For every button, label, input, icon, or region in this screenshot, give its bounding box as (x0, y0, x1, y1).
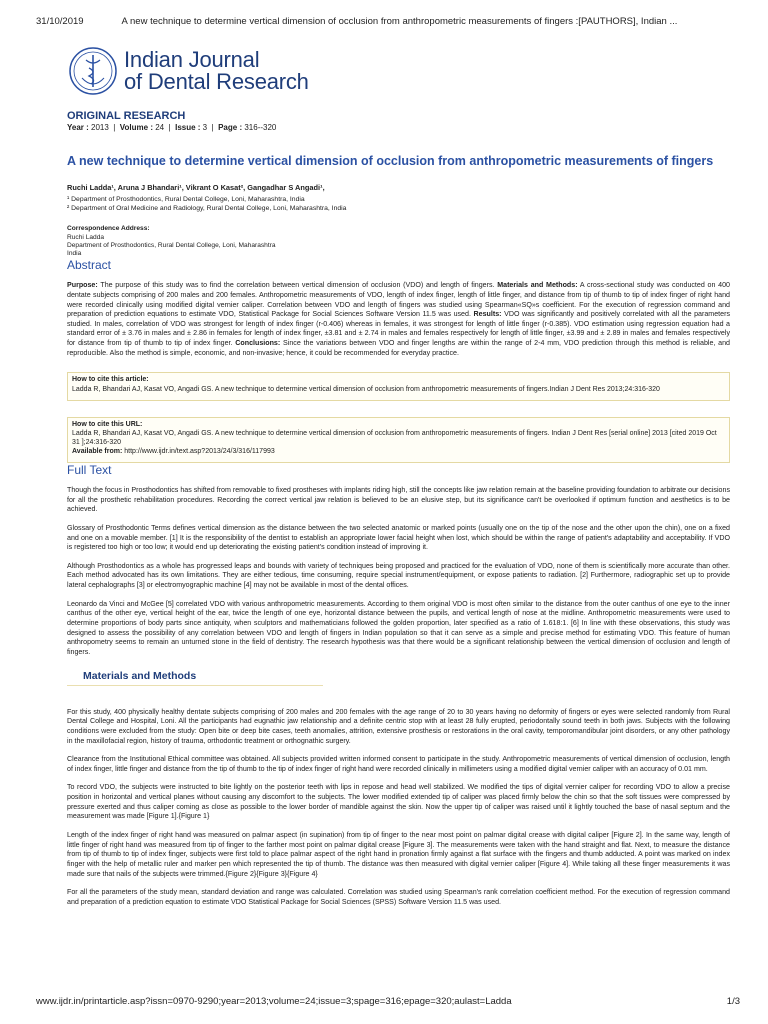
page-value: 316--320 (244, 123, 277, 132)
methods-paragraph: For all the parameters of the study mean, standard deviation and range was calculated. Correlation was studied using Spearman's rank correlation coefficient method. For the execution of regression command and preparation of a prediction equation to estimate VDO Statistical Package for Social Sciences (SPSS) Software Version 11.5 was used. (67, 888, 730, 906)
correspondence-country: India (67, 250, 82, 258)
full-text-paragraph: Glossary of Prosthodontic Terms defines vertical dimension as the distance between the two selected anatomic or marked points (usually one on the tip of the nose and the other upon the chin), one on a fixed and one on a movable member. [1] It is the responsibility of the dentist to establish an appropriate lower facial height when lost, which should be within the range of patient's adaptability and acceptability. If VDO is registered too high or too low; it would end up deteriorating the existing patient's condition instead of improving it. (67, 523, 730, 552)
affiliations (67, 195, 730, 213)
correspondence (67, 225, 730, 258)
volume-label: Volume : (119, 123, 153, 132)
conclusions-text: Since the variations between VDO and finger lengths are within the range of 2-4 mm, VDO prediction through this method is reliable, and reproducible. Also the method is simple, economic, and non-invasive; hence, it could be recommended for everyday practice. (67, 339, 730, 357)
article-title: A new technique to determine vertical dimension of occlusion from anthropometric measurements of fingers (67, 154, 714, 168)
cite-url-text: Ladda R, Bhandari AJ, Kasat VO, Angadi GS. A new technique to determine vertical dimension of occlusion from anthropometric measurements of fingers. Indian J Dent Res [serial online] 2013 [cited 2019 Oct 31 ];24:316-320 (72, 429, 717, 446)
print-date: 31/10/2019 (36, 16, 84, 27)
journal-name-line1: Indian Journal (124, 46, 260, 72)
materials-methods-heading-wrap (67, 667, 730, 686)
year-value: 2013 (91, 123, 109, 132)
article-meta: Year : 2013 | Volume : 24 | Issue : 3 | Page : 316--320 (67, 123, 277, 132)
year-label: Year : (67, 123, 89, 132)
full-text-paragraph: Although Prosthodontics as a whole has progressed leaps and bounds with variety of techniques being proposed and practiced for the evaluation of VDO, none of them is scientifically more accurate than other. Each method advocated has its own limitations. They are either tedious, time consuming, require special instrument/equipment, or expose patients to radiation. [2] Furthermore, radiographic set up to provide lateral cephalographs [3] or electromyographic machine [4] may not be available in most of the dental offices. (67, 561, 730, 590)
abstract-text (67, 281, 730, 358)
full-text-heading: Full Text (67, 462, 112, 477)
methods-paragraph: To record VDO, the subjects were instructed to bite lightly on the posterior teeth with lips in repose and head well stabilized. We modified the tips of digital vernier caliper for recording VDO to allow a precise position in horizontal and vertical planes without causing any discomfort to the subjects. The lower modified extended tip of caliper was placed firmly below the chin so that the soft tissues were compressed by pressure exerted and thus caliper coming as close as possible to the lower border of mandible against the skin. Now the upper tip of caliper was raised until it lightly touched the base of nasal septum and the measurement was made [Figure 1].{Figure 1} (67, 783, 730, 821)
journal-name-line2: of Dental Research (124, 69, 309, 94)
available-label: Available from: (72, 447, 123, 455)
available-url[interactable]: http://www.ijdr.in/text.asp?2013/24/3/316/117993 (124, 447, 275, 455)
methods-paragraph: For this study, 400 physically healthy dentate subjects comprising of 200 males and 200 females with the age range of 20 to 30 years having no deformity of fingers or eyes were selected randomly from Rural Dental College and Hospital, Loni. All the participants had eugnathic jaw relationship and a definite centric stop with at least 28 fully erupted, periodontally sound teeth in both jaws. Subjects with the following conditions were excluded from the study: Open bite or deep bite cases, teeth anomalies, attrition, extensive prosthesis or restorations in the oral cavity, temporomandibular joint disorders, or any other pathology in the maxillofacial region, history of trauma, orthodontic treatment or orthognathic surgery. (67, 707, 730, 745)
affiliation-2: ² Department of Oral Medicine and Radiology, Rural Dental College, Loni, Maharashtra, India (67, 205, 347, 213)
footer-url[interactable]: www.ijdr.in/printarticle.asp?issn=0970-9290;year=2013;volume=24;issue=3;spage=316;epage=320;aulast=Ladda (36, 996, 512, 1007)
footer-page-count: 1/3 (726, 996, 740, 1007)
issue-label: Issue : (175, 123, 201, 132)
article-type: ORIGINAL RESEARCH (67, 110, 186, 122)
results-label: Results: (473, 310, 502, 319)
cite-url-heading: How to cite this URL: (72, 420, 143, 428)
purpose-text: The purpose of this study was to find the correlation between vertical dimension of occlusion (VDO) and length of fingers. (100, 281, 495, 290)
issue-value: 3 (202, 123, 208, 132)
correspondence-dept: Department of Prosthodontics, Rural Dental College, Loni, Maharashtra (67, 241, 276, 249)
methods-text: A cross-sectional study was conducted on 400 dentate subjects comprising of 200 males and 200 females. Anthropometric measurements of VDO, length of index finger, length of little finger, and distance from tip of thumb to tip of index finger of right hand were recorded clinically using modified digital vernier caliper. Correlation between VDO and length of fingers was studied using Spearman«SQ»s coefficient. For the execution of regression command and preparation of prediction equations to estimate VDO, Statistical Package for Social Sciences Software Version 11.5 was used. (67, 281, 730, 319)
full-text-paragraph: Though the focus in Prosthodontics has shifted from removable to fixed prostheses with implants riding high, still the concepts like jaw relation remain at the baseline providing foundation to arbitrate our decisions for all the prosthetic rehabilitation procedures. Recording the correct vertical jaw relation is believed to be an elusive step, but its significance can't be overlooked if optimum function and aesthetics is to be achieved. (67, 485, 730, 514)
purpose-label: Purpose: (67, 281, 98, 290)
results-text: VDO was significantly and positively correlated with all the parameters studied. In males, correlation of VDO was strongest for length of index finger (r-0.406) whereas in females, it was strongest for length of little finger (r-0.385). VDO estimation using regression equation had a standard error of ± 3.76 in males and ± 2.86 in females for length of index finger, ±3.81 and ± 2.74 in males and females respectively for length of little finger, ±3.99 and ± 2.89 in males and females respectively for distance from tip of thumb to tip of index finger. (67, 310, 730, 348)
cite-article-text: Ladda R, Bhandari AJ, Kasat VO, Angadi GS. A new technique to determine vertical dimension of occlusion from anthropometric measurements of fingers.Indian J Dent Res 2013;24:316-320 (72, 385, 660, 393)
journal-seal-icon (68, 46, 118, 96)
print-page-title: A new technique to determine vertical dimension of occlusion from anthropometric measurements of fingers :[PAUTHORS], Indian ... (121, 16, 678, 27)
page-label: Page : (218, 123, 243, 132)
full-text-paragraph: Leonardo da Vinci and McGee [5] correlated VDO with various anthropometric measurements. According to them original VDO is most often similar to the distance from the outer canthus of one eye to the inner canthus of the other eye, vertical height of the ear, twice the length of one eye, horizontal distance between the pupils, and vertical length of nose at the midline. Anthropometric measurements were used to determine proportions of body parts since antiquity, when sculptors and mathematicians followed the golden proportion, later specified as a ratio of 1.618:1. [6] In line with these observations, this study was designed to assess the possibility of any correlation between VDO and length of fingers in Indian population so that it can serve as a simple and precise method for estimating VDO. This feature of human anthropometry seems to remain an unturned stone in the field of dentistry. The research hypothesis was that there would be a significant relationship between the vertical dimension of occlusion and length of fingers. (67, 599, 730, 656)
article-authors: Ruchi Ladda¹, Aruna J Bhandari¹, Vikrant O Kasat², Gangadhar S Angadi¹, (67, 183, 325, 192)
affiliation-1: ¹ Department of Prosthodontics, Rural Dental College, Loni, Maharashtra, India (67, 196, 305, 203)
journal-logo[interactable] (68, 46, 309, 96)
cite-article-heading: How to cite this article: (72, 376, 149, 384)
print-footer (36, 996, 740, 1007)
methods-label: Materials and Methods: (497, 281, 578, 290)
article-content (67, 110, 730, 907)
methods-paragraph: Length of the index finger of right hand was measured on palmar aspect (in supination) from tip of finger to the near most point on palmar digital crease with digital caliper [Figure 2]. In the same way, length of little finger of right hand was measured from tip of finger to the farther most point on palmar digital crease [Figure 3]. The measurements were taken with the hand straight and flat. Next, to measure the distance from tip of thumb to tip of index finger, subjects were first told to place palmar aspect of the right hand in pronation firmly against a flat surface with the fingers and thumb adducted. A point was marked on index finger with the help of metallic ruler and marker pen which represented the tip of thumb. The distance was then measured with digital vernier caliper [Figure 4]. While taking all these finger measurements it was made sure that nails of the subjects were trimmed.{Figure 2}{Figure 3}{Figure 4} (67, 830, 730, 878)
cite-url-box (67, 417, 730, 463)
volume-value: 24 (155, 123, 165, 132)
methods-paragraph: Clearance from the Institutional Ethical committee was obtained. All subjects provided written informed consent to participate in the study. Anthropometric measurements of vertical dimension of occlusion, length of index finger, little finger and distance from the tip of thumb to the tip of index finger of right hand were recorded clinically in millimeters using a modified digital vernier caliper with an accuracy of 0.01 mm. (67, 755, 730, 773)
journal-name (124, 46, 309, 94)
materials-methods-heading: Materials and Methods (67, 667, 323, 686)
correspondence-label: Correspondence Address: (67, 225, 150, 233)
correspondence-name: Ruchi Ladda (67, 233, 105, 241)
cite-article-box (67, 372, 730, 400)
print-header (36, 16, 740, 27)
conclusions-label: Conclusions: (235, 339, 281, 348)
cite-url-available (72, 447, 725, 456)
abstract-heading: Abstract (67, 258, 112, 273)
